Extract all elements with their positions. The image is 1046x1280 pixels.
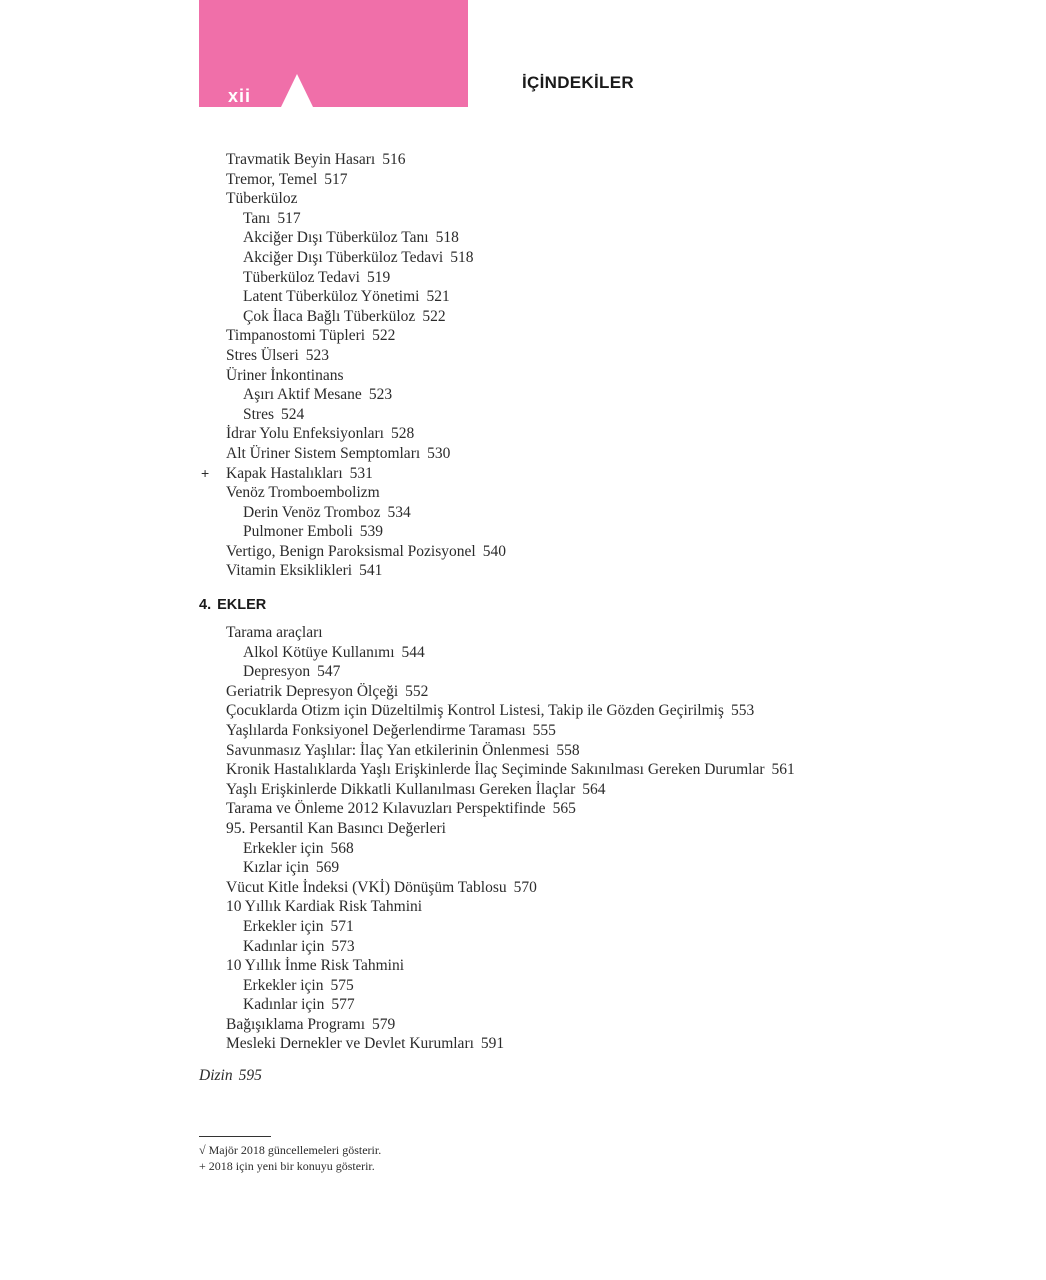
toc-entry-label: Derin Venöz Tromboz [243, 503, 381, 521]
toc-entry-label: Tarama araçları [226, 624, 323, 641]
toc-entry-page: 558 [556, 741, 580, 759]
toc-entry-page: 573 [331, 937, 355, 955]
toc-entry-label: İdrar Yolu Enfeksiyonları [226, 425, 384, 443]
toc-entry[interactable] [0, 248, 1046, 268]
toc-entry[interactable] [0, 464, 1046, 484]
toc-entry[interactable] [0, 326, 1046, 346]
toc-entry-label: Stres [243, 405, 274, 423]
toc-entry[interactable] [0, 228, 1046, 248]
toc-entry-label: 10 Yıllık Kardiak Risk Tahmini [226, 898, 423, 916]
toc-entry[interactable] [0, 741, 1046, 761]
header-triangle-notch [281, 74, 313, 107]
toc-entry-label: Geriatrik Depresyon Ölçeği [226, 682, 399, 700]
toc-entry[interactable] [0, 917, 1046, 937]
toc-entry-page: 569 [315, 859, 340, 877]
toc-list-appendix [0, 623, 1046, 1054]
toc-entry-label: Erkekler için [243, 839, 324, 857]
toc-entry-label: Travmatik Beyin Hasarı [226, 151, 376, 168]
toc-entry-label: Yaşlılarda Fonksiyonel Değerlendirme Taraması [226, 721, 526, 739]
toc-entry-label: Kronik Hastalıklarda Yaşlı Erişkinlerde İlaç Seçiminde Sakınılması Gereken Durumlar [226, 761, 765, 779]
toc-entry[interactable] [0, 662, 1046, 682]
toc-entry-page: 517 [324, 170, 348, 188]
toc-entry-page: 530 [427, 444, 451, 462]
toc-entry-label: Vücut Kitle İndeksi (VKİ) Dönüşüm Tablosu [226, 878, 507, 896]
toc-entry-label: Aşırı Aktif Mesane [243, 386, 362, 404]
toc-entry[interactable] [0, 561, 1046, 581]
toc-entry-page: 539 [359, 523, 384, 541]
toc-entry-page: 541 [359, 562, 383, 580]
toc-entry-label: Tremor, Temel [226, 170, 318, 188]
toc-entry-label: Kadınlar için [243, 937, 325, 955]
toc-entry-label: Çocuklarda Otizm için Düzeltilmiş Kontrol Listesi, Takip ile Gözden Geçirilmiş [226, 702, 724, 720]
toc-entry[interactable] [0, 385, 1046, 405]
footnote-new-topic: + 2018 için yeni bir konuyu gösterir. [199, 1158, 375, 1173]
toc-entry-page: 517 [277, 209, 301, 227]
toc-entry-page: 516 [382, 151, 406, 168]
toc-entry-label: Kapak Hastalıkları [226, 464, 343, 482]
toc-entry-label: 10 Yıllık İnme Risk Tahmini [226, 957, 405, 975]
toc-entry-page: 531 [349, 464, 373, 482]
toc-entry[interactable] [0, 819, 1046, 839]
toc-entry-page: 523 [368, 386, 393, 404]
toc-entry-label: Tarama ve Önleme 2012 Kılavuzları Perspektifinde [226, 800, 546, 818]
toc-entry[interactable] [0, 976, 1046, 996]
toc-entry[interactable] [0, 623, 1046, 643]
toc-entry[interactable] [0, 643, 1046, 663]
index-entry[interactable] [199, 1067, 262, 1085]
index-label: Dizin [199, 1067, 233, 1084]
toc-entry-page: 591 [480, 1035, 505, 1053]
toc-entry[interactable] [0, 897, 1046, 917]
footnotes [199, 1143, 381, 1174]
toc-entry[interactable] [0, 424, 1046, 444]
toc-entry[interactable] [0, 307, 1046, 327]
toc-entry[interactable] [0, 995, 1046, 1015]
toc-entry-label: Çok İlaca Bağlı Tüberküloz [243, 307, 416, 325]
footnote-divider [199, 1136, 271, 1137]
toc-entry-label: Alt Üriner Sistem Semptomları [226, 444, 421, 462]
footnote-major-updates: √ Majör 2018 güncellemeleri gösterir. [199, 1143, 382, 1157]
toc-entry[interactable] [0, 170, 1046, 190]
toc-entry[interactable] [0, 405, 1046, 425]
toc-entry-page: 544 [401, 643, 425, 661]
toc-entry[interactable] [0, 839, 1046, 859]
page-title: İÇİNDEKİLER [522, 73, 634, 92]
toc-entry-page: 528 [391, 425, 415, 443]
toc-entry-page: 570 [513, 878, 537, 896]
toc-entry-page: 519 [367, 268, 391, 286]
toc-entry-label: 95. Persantil Kan Basıncı Değerleri [226, 819, 446, 837]
toc-entry[interactable] [0, 878, 1046, 898]
page-number: xii [228, 86, 252, 106]
section-title: EKLER [217, 597, 267, 613]
toc-entry-label: Alkol Kötüye Kullanımı [243, 643, 395, 661]
toc-entry-label: Akciğer Dışı Tüberküloz Tedavi [243, 248, 444, 266]
toc-entry-page: 575 [330, 976, 354, 994]
toc-entry-page: 534 [387, 503, 411, 521]
toc-entry-label: Bağışıklama Programı [226, 1015, 366, 1033]
toc-entry[interactable] [0, 189, 1046, 209]
section-number: 4. [199, 597, 212, 613]
toc-list-main [0, 150, 1046, 581]
toc-entry-page: 568 [330, 839, 354, 857]
toc-entry[interactable] [0, 483, 1046, 503]
toc-entry-page: 565 [552, 800, 576, 818]
toc-entry-label: Depresyon [243, 663, 311, 681]
index-page: 595 [238, 1067, 262, 1084]
section-heading-ekler [199, 597, 266, 613]
toc-entry[interactable] [0, 346, 1046, 366]
toc-entry[interactable] [0, 799, 1046, 819]
toc-entry[interactable] [0, 522, 1046, 542]
toc-entry-label: Erkekler için [243, 917, 324, 935]
toc-entry[interactable] [0, 268, 1046, 288]
toc-entry-label: Vertigo, Benign Paroksismal Pozisyonel [226, 542, 476, 560]
toc-entry-page: 577 [331, 996, 355, 1014]
toc-entry[interactable] [0, 444, 1046, 464]
header-accent-block [199, 0, 468, 107]
toc-entry-page: 521 [426, 288, 450, 306]
toc-entry-label: Yaşlı Erişkinlerde Dikkatli Kullanılması Gereken İlaçlar [226, 780, 576, 798]
toc-entry[interactable] [0, 858, 1046, 878]
toc-entry-label: Venöz Tromboembolizm [226, 484, 380, 502]
toc-entry-label: Vitamin Eksiklikleri [226, 562, 353, 580]
toc-entry-page: 571 [330, 917, 354, 935]
toc-entry-page: 518 [450, 248, 474, 266]
toc-entry-page: 522 [422, 307, 446, 325]
toc-entry-page: 553 [730, 702, 755, 720]
toc-entry-label: Timpanostomi Tüpleri [226, 327, 366, 345]
toc-entry-label: Latent Tüberküloz Yönetimi [243, 288, 420, 306]
toc-entry-label: Üriner İnkontinans [226, 366, 344, 384]
toc-entry-label: Erkekler için [243, 976, 324, 994]
toc-entry-page: 518 [435, 229, 459, 247]
toc-entry[interactable] [0, 366, 1046, 386]
toc-entry[interactable] [0, 1034, 1046, 1054]
toc-entry-page: 555 [532, 721, 556, 739]
toc-entry-label: Pulmoner Emboli [243, 523, 353, 541]
toc-entry-page: 561 [771, 761, 795, 779]
toc-entry-label: Kızlar için [243, 859, 309, 877]
toc-entry[interactable] [0, 956, 1046, 976]
toc-entry[interactable] [0, 760, 1046, 780]
toc-entry[interactable] [0, 287, 1046, 307]
toc-entry-label: Stres Ülseri [226, 346, 299, 364]
toc-entry-page: 579 [372, 1015, 396, 1033]
toc-entry-page: 552 [405, 682, 429, 700]
toc-entry[interactable] [0, 682, 1046, 702]
toc-entry-page: 564 [582, 780, 606, 798]
toc-entry-label: Kadınlar için [243, 996, 325, 1014]
toc-entry-label: Tüberküloz Tedavi [243, 268, 360, 286]
toc-entry[interactable] [0, 150, 1046, 170]
toc-entry-page: 523 [305, 346, 330, 364]
toc-entry[interactable] [0, 701, 1046, 721]
toc-entry-label: Tüberküloz [226, 190, 298, 208]
toc-entry-page: 522 [372, 327, 396, 345]
toc-entry-label: Tanı [243, 209, 271, 227]
toc-entry-page: 547 [317, 663, 341, 681]
new-topic-marker: + [201, 464, 210, 481]
toc-entry-page: 540 [482, 542, 506, 560]
toc-entry-label: Akciğer Dışı Tüberküloz Tanı [243, 229, 429, 247]
toc-entry[interactable] [0, 721, 1046, 741]
toc-entry[interactable] [0, 937, 1046, 957]
toc-entry[interactable] [0, 780, 1046, 800]
toc-entry[interactable] [0, 503, 1046, 523]
toc-entry-label: Savunmasız Yaşlılar: İlaç Yan etkilerinin Önlenmesi [226, 741, 550, 759]
toc-entry[interactable] [0, 209, 1046, 229]
toc-entry-page: 524 [281, 405, 305, 423]
toc-entry[interactable] [0, 542, 1046, 562]
toc-entry[interactable] [0, 1015, 1046, 1035]
toc-entry-label: Mesleki Dernekler ve Devlet Kurumları [226, 1035, 474, 1053]
